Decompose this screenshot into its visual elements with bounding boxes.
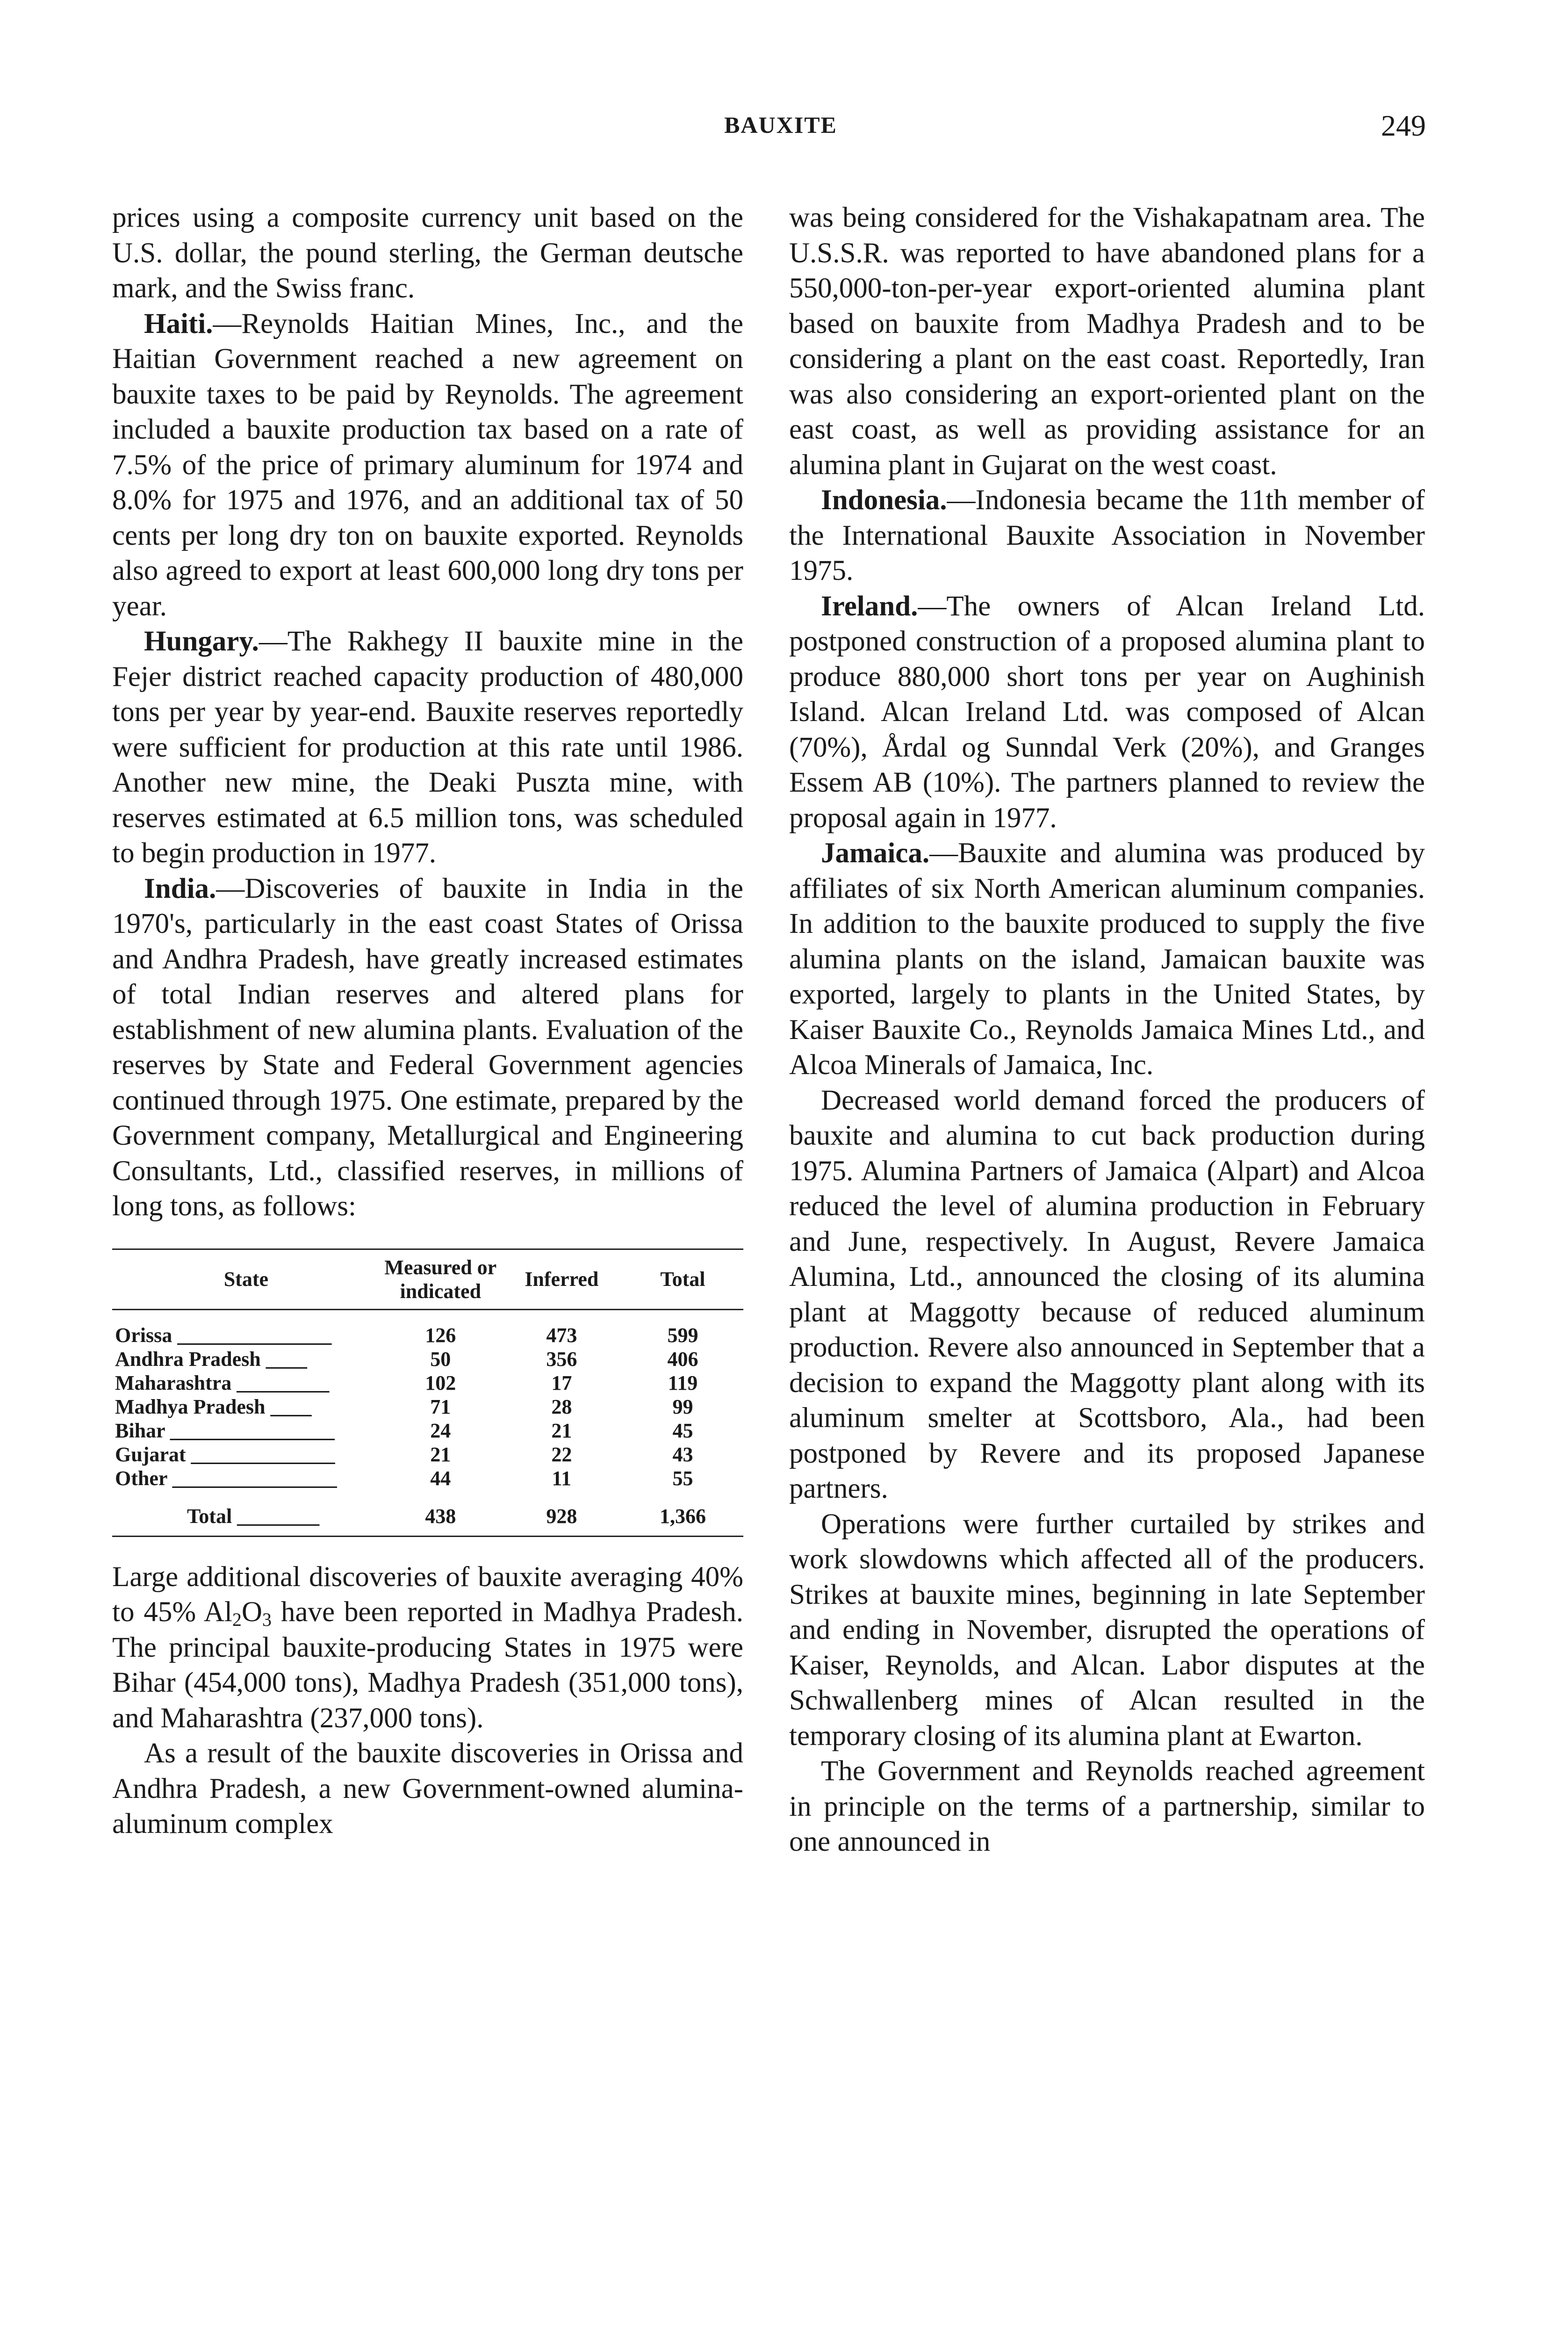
table-row xyxy=(112,1466,743,1501)
total-inferred: 928 xyxy=(546,1504,577,1528)
total-total: 1,366 xyxy=(659,1504,706,1528)
total-value: 43 xyxy=(672,1443,693,1466)
measured-value: 102 xyxy=(425,1371,456,1394)
table-row xyxy=(112,1419,743,1443)
total-value: 119 xyxy=(668,1371,698,1394)
paragraph-complex: As a result of the bauxite discoveries in Orissa and Andhra Pradesh, a new Government-owned alumina-aluminum complex xyxy=(112,1738,743,1840)
indonesia-text: —Indonesia became the 11th member of the International Bauxite Association in November 1975. xyxy=(789,484,1425,586)
inferred-value: 11 xyxy=(552,1466,572,1490)
hungary-text: —The Rakhegy II bauxite mine in the Fejer district reached capacity production of 480,000 tons per year by year-end. Bauxite reserves reportedly were sufficient for production at this rate until 1986. Another new mine, the Deaki Puszta mine, with reserves estimated at 6.5 million tons, was scheduled to begin production in 1977. xyxy=(112,626,743,869)
state-name: Andhra Pradesh ____ xyxy=(115,1347,307,1371)
table-header-row xyxy=(112,1249,743,1309)
paragraph-ireland xyxy=(789,589,1425,836)
table-row xyxy=(112,1371,743,1395)
heading-ireland: Ireland. xyxy=(821,590,918,622)
total-value: 99 xyxy=(672,1395,693,1418)
paragraph-vishakapatnam: was being considered for the Vishakapatnam area. The U.S.S.R. was reported to have abandoned plans for a 550,000-ton-per-year export-oriented alumina plant based on bauxite from Madhya Pradesh and to be considering a plant on the east coast. Reportedly, Iran was also considering an export-oriented plant on the east coast, as well as providing assistance for an alumina plant in Gujarat on the west coast. xyxy=(789,202,1425,481)
haiti-text: —Reynolds Haitian Mines, Inc., and the Haitian Government reached a new agreement on bauxite taxes to be paid by Reynolds. The agreement included a bauxite production tax based on a rate of 7.5% of the price of primary aluminum for 1974 and 8.0% for 1975 and 1976, and an additional tax of 50 cents per long dry ton on bauxite exported. Reynolds also agreed to export at least 600,000 long dry tons per year. xyxy=(112,308,743,622)
paragraph-jamaica xyxy=(789,836,1425,1083)
subscript-3: 3 xyxy=(262,1609,272,1630)
heading-jamaica: Jamaica. xyxy=(821,837,930,869)
heading-haiti: Haiti. xyxy=(144,308,213,339)
inferred-value: 22 xyxy=(551,1443,572,1466)
paragraph-currency: prices using a composite currency unit based on the U.S. dollar, the pound sterling, the German deutsche mark, and the Swiss franc. xyxy=(112,202,743,304)
state-name: Gujarat ______________ xyxy=(115,1443,335,1466)
state-name: Orissa _______________ xyxy=(115,1323,332,1347)
paragraph-indonesia xyxy=(789,483,1425,589)
total-value: 55 xyxy=(672,1466,693,1490)
state-name: Maharashtra _________ xyxy=(115,1371,330,1394)
paragraph-haiti xyxy=(112,306,743,624)
measured-value: 24 xyxy=(430,1419,451,1442)
measured-value: 126 xyxy=(425,1323,456,1347)
state-name: Bihar ________________ xyxy=(115,1419,335,1442)
measured-value: 21 xyxy=(430,1443,451,1466)
inferred-value: 473 xyxy=(546,1323,577,1347)
paragraph-government: The Government and Reynolds reached agreement in principle on the terms of a partnership, similar to one announced in xyxy=(789,1755,1425,1857)
total-value: 599 xyxy=(667,1323,698,1347)
ireland-text: —The owners of Alcan Ireland Ltd. postponed construction of a proposed alumina plant to produce 880,000 short tons per year on Aughinish Island. Alcan Ireland Ltd. was composed of Alcan (70%), Årdal og Sunndal Verk (20%), and Granges Essem AB (10%). The partners planned to review the proposal again in 1977. xyxy=(789,590,1425,834)
inferred-value: 28 xyxy=(551,1395,572,1418)
running-header: BAUXITE xyxy=(724,112,837,138)
header-state: State xyxy=(223,1268,269,1291)
left-column xyxy=(112,200,743,1842)
right-column xyxy=(789,200,1425,1860)
formula-o: O xyxy=(241,1596,262,1628)
inferred-value: 21 xyxy=(551,1419,572,1442)
heading-indonesia: Indonesia. xyxy=(821,484,947,516)
jamaica-text: —Bauxite and alumina was produced by affiliates of six North American aluminum companies. In addition to the bauxite produced to supply the five alumina plants on the island, Jamaican bauxite was exported, largely to plants in the United States, by Kaiser Bauxite Co., Reynolds Jamaica Mines Ltd., and Alcoa Minerals of Jamaica, Inc. xyxy=(789,837,1425,1081)
state-name: Madhya Pradesh ____ xyxy=(115,1395,312,1418)
table-row xyxy=(112,1309,743,1347)
table-total-row xyxy=(112,1501,743,1537)
paragraph-madhya-discoveries xyxy=(112,1559,743,1736)
total-value: 406 xyxy=(667,1347,698,1371)
header-total: Total xyxy=(660,1268,705,1291)
total-measured: 438 xyxy=(425,1504,456,1528)
paragraph-operations: Operations were further curtailed by strikes and work slowdowns which affected all of the producers. Strikes at bauxite mines, beginning in late September and ending in November, disrupted the operations of Kaiser, Reynolds, and Alcan. Labor disputes at the Schwallenberg mines of Alcan resulted in the temporary closing of its alumina plant at Ewarton. xyxy=(789,1508,1425,1752)
total-value: 45 xyxy=(672,1419,693,1442)
heading-hungary: Hungary. xyxy=(144,626,259,657)
state-name: Other ________________ xyxy=(115,1466,337,1490)
heading-india: India. xyxy=(144,873,216,904)
paragraph-hungary xyxy=(112,624,743,871)
inferred-value: 17 xyxy=(551,1371,572,1394)
table-row xyxy=(112,1395,743,1419)
measured-value: 71 xyxy=(430,1395,451,1418)
reserves-table xyxy=(112,1248,743,1537)
measured-value: 44 xyxy=(430,1466,451,1490)
table-row xyxy=(112,1347,743,1371)
page-number: 249 xyxy=(1381,109,1426,142)
total-label: Total ________ xyxy=(187,1504,320,1528)
discoveries-text-b: have been reported in Madhya Pradesh. The principal bauxite-producing States in 1975 were Bihar (454,000 tons), Madhya Pradesh (351,000 tons), and Maharashtra (237,000 tons). xyxy=(112,1596,743,1734)
paragraph-india xyxy=(112,871,743,1224)
header-measured: Measured or indicated xyxy=(384,1256,497,1303)
table-row xyxy=(112,1443,743,1466)
discoveries-text-a: Large additional discoveries of bauxite averaging 40% to 45% Al xyxy=(112,1561,743,1628)
header-inferred: Inferred xyxy=(525,1268,599,1291)
paragraph-decreased-demand: Decreased world demand forced the producers of bauxite and alumina to cut back production during 1975. Alumina Partners of Jamaica (Alpart) and Alcoa reduced the level of alumina production in February and June, respectively. In August, Revere Jamaica Alumina, Ltd., announced the closing of its alumina plant at Maggotty because of reduced aluminum production. Revere also announced in September that a decision to expand the Maggotty plant along with its aluminum smelter at Scottsboro, Ala., had been postponed by Revere and its proposed Japanese partners. xyxy=(789,1084,1425,1504)
measured-value: 50 xyxy=(430,1347,451,1371)
inferred-value: 356 xyxy=(546,1347,577,1371)
india-text: —Discoveries of bauxite in India in the 1970's, particularly in the east coast States of Orissa and Andhra Pradesh, have greatly increased estimates of total Indian reserves and altered plans for establishment of new alumina plants. Evaluation of the reserves by State and Federal Government agencies continued through 1975. One estimate, prepared by the Government company, Metallurgical and Engineering Consultants, Ltd., classified reserves, in millions of long tons, as follows: xyxy=(112,873,743,1222)
subscript-2: 2 xyxy=(232,1609,242,1630)
